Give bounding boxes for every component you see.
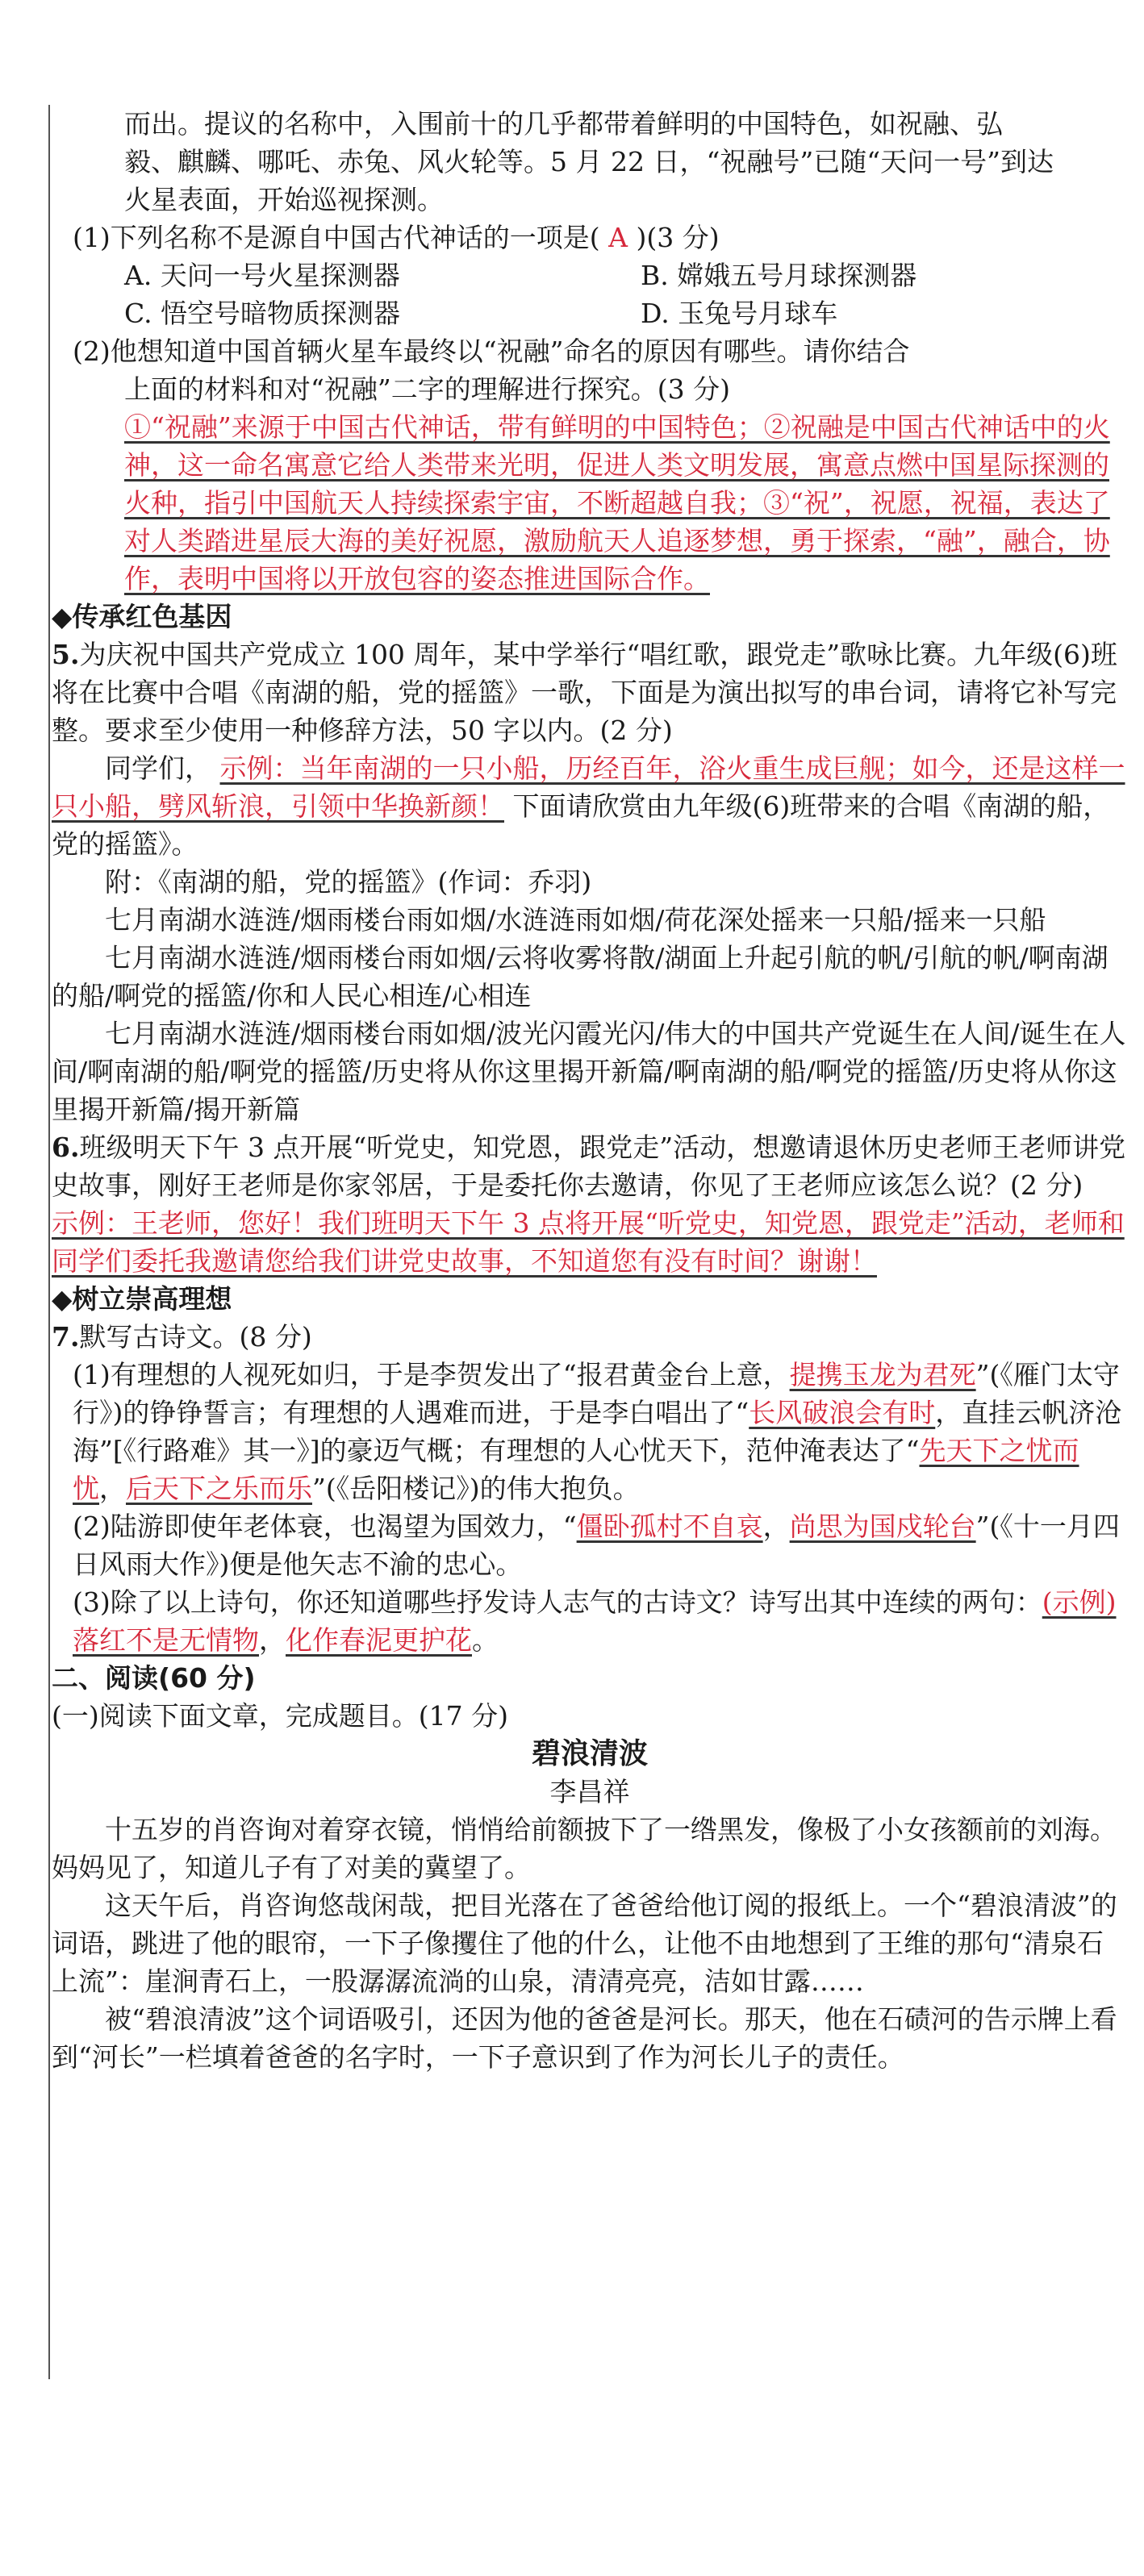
q7-text: ”(《雁门太守行》)的铮铮誓言；有理想的人遇难而进，于是李白唱出了“ — [73, 1359, 1120, 1428]
passage-line: 毅、麒麟、哪吒、赤兔、风火轮等。5 月 22 日，“祝融号”已随“天问一号”到达 — [124, 146, 1054, 177]
q7-answer: 先天下之忧而忧 — [73, 1435, 1079, 1504]
question-4-2 — [52, 332, 1128, 598]
q7-answer: 提携玉龙为君死 — [789, 1359, 976, 1390]
question-6 — [52, 1128, 1128, 1280]
q1-points: )(3 分) — [636, 222, 720, 253]
q1-stem: (1)下列名称不是源自中国古代神话的一项是( — [73, 222, 600, 253]
option-d: D. 玉兔号月球车 — [641, 298, 838, 329]
passage-line: 火星表面，开始巡视探测。 — [124, 184, 444, 215]
q1-options — [52, 256, 1128, 332]
option-a: A. 天问一号火星探测器 — [124, 260, 400, 291]
article-paragraph: 被“碧浪清波”这个词语吸引，还因为他的爸爸是河长。那天，他在石碛河的告示牌上看到“河长”一栏填着爸爸的名字时，一下子意识到了作为河长儿子的责任。 — [52, 2003, 1117, 2073]
song-attachment: 附：《南湖的船，党的摇篮》(作词：乔羽) — [105, 866, 592, 898]
q5-answer: 示例：当年南湖的一只小船，历经百年，浴火重生成巨舰；如今，还是这样一只小船，劈风斩浪，引领中华换新颜！ — [52, 752, 1125, 822]
part-heading: 二、阅读(60 分) — [52, 1662, 256, 1694]
q7-answer: 后天下之乐而乐 — [126, 1473, 312, 1504]
q2-stem-line: 上面的材料和对“祝融”二字的理解进行探究。(3 分) — [124, 373, 730, 405]
reading-instructions: (一)阅读下面文章，完成题目。(17 分) — [52, 1700, 508, 1732]
q7-text: ， — [99, 1473, 126, 1504]
q7-answer: 尚思为国戍轮台 — [789, 1511, 976, 1542]
q5-intro: 同学们， — [105, 752, 211, 784]
intro-passage — [52, 105, 1128, 219]
option-c: C. 悟空号暗物质探测器 — [124, 298, 401, 329]
q7-text: ，直挂云帆济沧海”[《行路难》其一》]的豪迈气概；有理想的人心忧天下，范仲淹表达了“ — [73, 1397, 1122, 1466]
q5-outro: 下面请欣赏由九年级(6)班带来的合唱《南湖的船，党的摇篮》。 — [52, 790, 1110, 860]
page-content — [52, 105, 1128, 2076]
q7-text: ”(《十一月四日风雨大作》)便是他矢志不渝的忠心。 — [73, 1511, 1120, 1580]
section-heading: ◆传承红色基因 — [52, 601, 232, 632]
q7-text: (3)除了以上诗句，你还知道哪些抒发诗人志气的古诗文？诗写出其中连续的两句： — [73, 1586, 1042, 1618]
question-4-1 — [52, 219, 1128, 332]
article-title: 碧浪清波 — [531, 1736, 648, 1770]
q7-text: ， — [762, 1511, 790, 1542]
q2-stem-line: (2)他想知道中国首辆火星车最终以“祝融”命名的原因有哪些。请你结合 — [73, 336, 910, 367]
article — [52, 1735, 1128, 2076]
question-5 — [52, 636, 1128, 1128]
q7-text: 。 — [472, 1624, 499, 1656]
article-paragraph: 十五岁的肖咨询对着穿衣镜，悄悄给前额披下了一绺黑发，像极了小女孩额前的刘海。妈妈见了，知道儿子有了对美的冀望了。 — [52, 1814, 1117, 1883]
q7-answer: 长风破浪会有时 — [749, 1397, 936, 1428]
q7-text: (1)有理想的人视死如归，于是李贺发出了“报君黄金台上意， — [73, 1359, 790, 1390]
q7-text: ， — [259, 1624, 286, 1656]
question-7 — [52, 1318, 1128, 1659]
margin-line — [48, 105, 50, 2379]
song-lyrics: 七月南湖水涟涟/烟雨楼台雨如烟/波光闪霞光闪/伟大的中国共产党诞生在人间/诞生在人间/啊南湖的船/啊党的摇篮/历史将从你这里揭开新篇/啊南湖的船/啊党的摇篮/历史将从你这里揭开新篇/揭开新篇 — [52, 1018, 1126, 1125]
q5-number: 5. — [52, 639, 80, 670]
section-heading: ◆树立崇高理想 — [52, 1283, 232, 1315]
q7-answer: (示例)落红不是无情物 — [73, 1586, 1117, 1656]
q6-answer: 示例：王老师，您好！我们班明天下午 3 点将开展“听党史，知党恩，跟党走”活动，老师和同学们委托我邀请您给我们讲党史故事，不知道您有没有时间？谢谢！ — [52, 1207, 1125, 1277]
passage-line: 而出。提议的名称中，入围前十的几乎都带着鲜明的中国特色，如祝融、弘 — [124, 108, 1003, 140]
song-lyrics: 七月南湖水涟涟/烟雨楼台雨如烟/云将收雾将散/湖面上升起引航的帆/引航的帆/啊南湖的船/啊党的摇篮/你和人民心相连/心相连 — [52, 942, 1109, 1011]
option-b: B. 嫦娥五号月球探测器 — [641, 260, 917, 291]
q6-stem: 班级明天下午 3 点开展“听党史，知党恩，跟党走”活动，想邀请退休历史老师王老师讲党史故事，刚好王老师是你家邻居，于是委托你去邀请，你见了王老师应该怎么说？(2 分) — [52, 1132, 1126, 1201]
q6-number: 6. — [52, 1132, 80, 1163]
q7-stem: 默写古诗文。(8 分) — [79, 1321, 312, 1353]
song-lyrics: 七月南湖水涟涟/烟雨楼台雨如烟/水涟涟雨如烟/荷花深处摇来一只船/摇来一只船 — [105, 904, 1046, 936]
q1-answer: A — [608, 222, 628, 253]
article-author: 李昌祥 — [549, 1776, 630, 1807]
article-paragraph: 这天午后，肖咨询悠哉闲哉，把目光落在了爸爸给他订阅的报纸上。一个“碧浪清波”的词语，跳进了他的眼帘，一下子像攫住了他的什么，让他不由地想到了王维的那句“清泉石上流”：崖涧青石上，一股潺潺流淌的山泉，清清亮亮，洁如甘露…… — [52, 1890, 1117, 1997]
q2-answer: ①“祝融”来源于中国古代神话，带有鲜明的中国特色；②祝融是中国古代神话中的火神，这一命名寓意它给人类带来光明，促进人类文明发展，寓意点燃中国星际探测的火种，指引中国航天人持续探索宇宙，不断超越自我；③“祝”，祝愿，祝福，表达了对人类踏进星辰大海的美好祝愿，激励航天人追逐梦想，勇于探索，“融”，融合，协作，表明中国将以开放包容的姿态推进国际合作。 — [124, 411, 1110, 594]
q7-answer: 僵卧孤村不自哀 — [576, 1511, 763, 1542]
q7-number: 7. — [52, 1321, 80, 1353]
q7-answer: 化作春泥更护花 — [286, 1624, 472, 1656]
q5-stem: 为庆祝中国共产党成立 100 周年，某中学举行“唱红歌，跟党走”歌咏比赛。九年级(6)班将在比赛中合唱《南湖的船，党的摇篮》一歌，下面是为演出拟写的串台词，请将它补写完整。要求至少使用一种修辞方法，50 字以内。(2 分) — [52, 639, 1117, 746]
q7-text: ”(《岳阳楼记》)的伟大抱负。 — [312, 1473, 640, 1504]
q7-text: (2)陆游即使年老体衰，也渴望为国效力，“ — [73, 1511, 577, 1542]
